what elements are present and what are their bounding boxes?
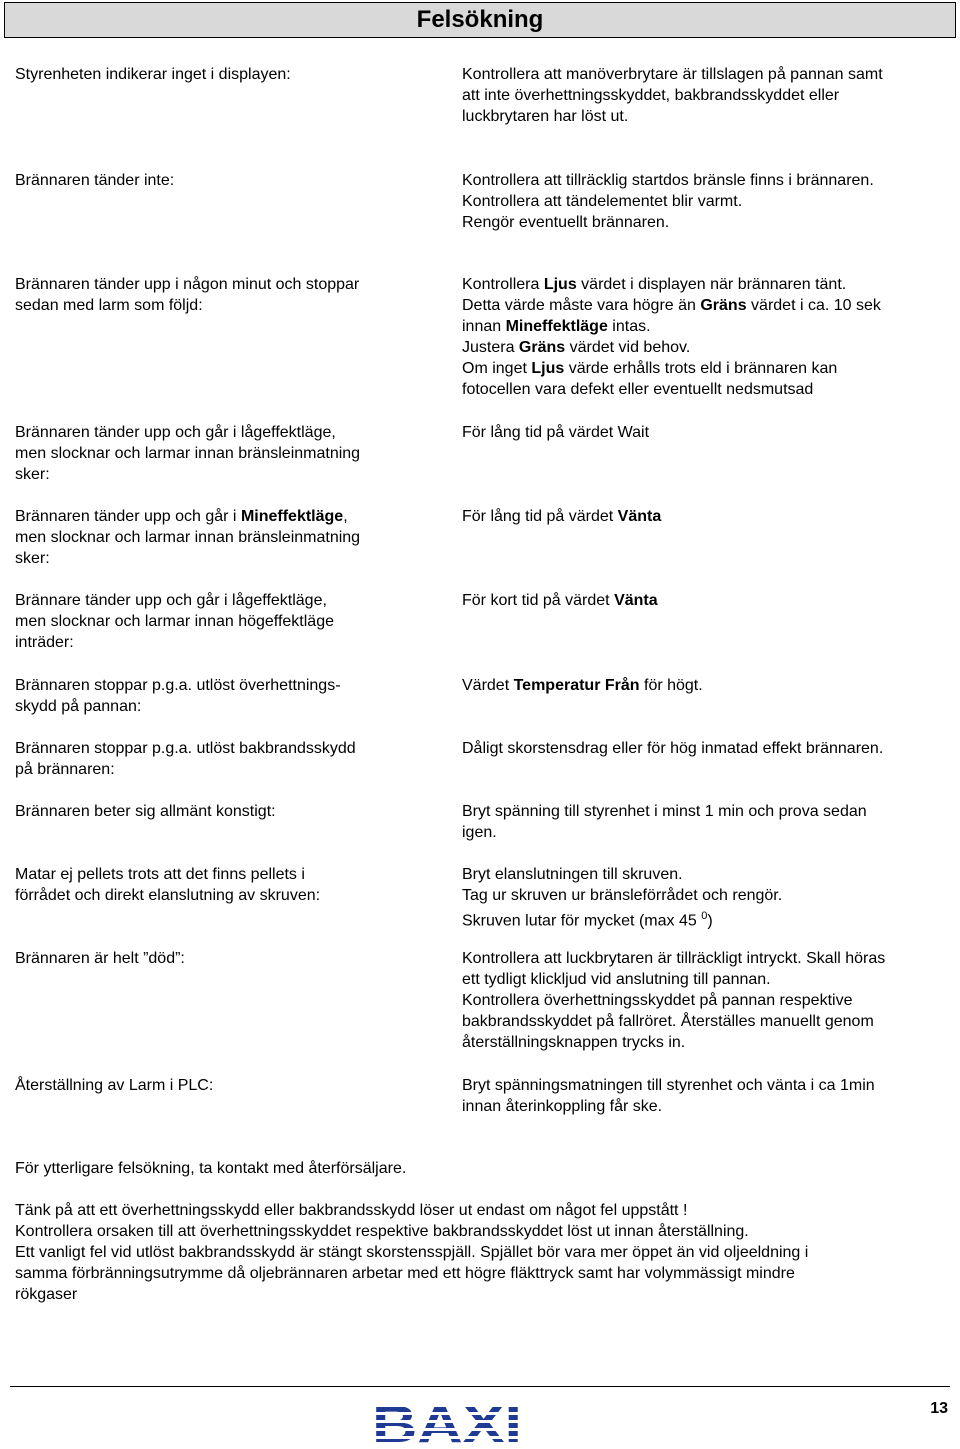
remedy-line [462, 191, 952, 212]
text-segment: Kontrollera att tillräcklig startdos bränsle finns i brännaren. [462, 172, 874, 189]
text-segment: Kontrollera [462, 276, 544, 293]
symptom-line: sedan med larm som följd: [15, 297, 203, 314]
bold-term: Temperatur Från [513, 677, 640, 694]
remedy-line [462, 948, 952, 969]
remedy-line [462, 212, 952, 233]
page-number: 13 [930, 1400, 948, 1417]
text-segment: ett tydligt klickljud vid anslutning till pannan. [462, 971, 771, 988]
symptom [15, 948, 415, 969]
symptom-line: förrådet och direkt elanslutning av skruven: [15, 887, 321, 904]
remedy [462, 590, 952, 611]
remedy [462, 864, 952, 931]
page-title: Felsökning [416, 6, 544, 33]
remedy [462, 675, 952, 696]
text-segment: Kontrollera att manöverbrytare är tillslagen på pannan samt [462, 66, 883, 83]
footer-contact: För ytterligare felsökning, ta kontakt med återförsäljare. [15, 1160, 407, 1177]
remedy [462, 1075, 952, 1117]
symptom [15, 274, 415, 316]
text-segment: igen. [462, 824, 497, 841]
text-segment: , [343, 508, 348, 525]
remedy [462, 170, 952, 233]
symptom [15, 64, 415, 85]
symptom-line: Matar ej pellets trots att det finns pellets i [15, 866, 305, 883]
text-segment: intas. [607, 318, 651, 335]
remedy-line [462, 64, 952, 85]
text-segment: värdet i displayen när brännaren tänt. [576, 276, 847, 293]
symptom-line [15, 506, 415, 527]
remedy-line [462, 1032, 952, 1053]
remedy [462, 422, 952, 443]
text-segment: innan [462, 318, 506, 335]
bold-term: Ljus [543, 276, 577, 293]
text-segment: Dåligt skorstensdrag eller för hög inmatad effekt brännaren. [462, 740, 884, 757]
remedy-line [462, 506, 952, 527]
text-segment: att inte överhettningsskyddet, bakbrandsskyddet eller [462, 87, 840, 104]
symptom-line [15, 548, 415, 569]
bold-term: Ljus [531, 360, 565, 377]
symptom-line: Brännaren beter sig allmänt konstigt: [15, 803, 276, 820]
remedy-line [462, 337, 952, 358]
symptom-line: Brännaren stoppar p.g.a. utlöst bakbrandsskydd [15, 740, 356, 757]
symptom-line: sker: [15, 466, 50, 483]
text-segment: Bryt elanslutningen till skruven. [462, 866, 683, 883]
text-segment: återställningsknappen trycks in. [462, 1034, 686, 1051]
bold-term: Mineffektläge [240, 508, 344, 525]
symptom-line [15, 527, 415, 548]
remedy-line [462, 969, 952, 990]
text-segment: men slocknar och larmar innan bränsleinmatning [15, 529, 361, 546]
symptom-line: Brännaren tänder upp i någon minut och stoppar [15, 276, 360, 293]
text-segment: Tag ur skruven ur bränsleförrådet och rengör. [462, 887, 783, 904]
text-segment: Bryt spänningsmatningen till styrenhet och vänta i ca 1min [462, 1077, 875, 1094]
symptom-line: skydd på pannan: [15, 698, 142, 715]
text-segment: Bryt spänning till styrenhet i minst 1 min och prova sedan [462, 803, 867, 820]
remedy-line [462, 1011, 952, 1032]
remedy-line [462, 801, 952, 822]
title-banner [4, 2, 956, 38]
bold-term: Vänta [617, 508, 662, 525]
remedy-line [462, 170, 952, 191]
text-segment: Kontrollera att tändelementet blir varmt. [462, 193, 743, 210]
remedy-line [462, 990, 952, 1011]
symptom [15, 675, 415, 717]
text-segment: fotocellen vara defekt eller eventuellt nedsmutsad [462, 381, 814, 398]
symptom [15, 738, 415, 780]
text-segment: Skruven lutar för mycket (max 45 [462, 912, 702, 930]
remedy-line [462, 85, 952, 106]
symptom-line: Brännaren stoppar p.g.a. utlöst överhettnings- [15, 677, 341, 694]
symptom [15, 864, 415, 906]
footer-note: Ett vanligt fel vid utlöst bakbrandsskydd är stängt skorstensspjäll. Spjället bör vara mer öppet än vid oljeeldning i [15, 1244, 809, 1261]
remedy [462, 274, 952, 400]
symptom-line: Återställning av Larm i PLC: [15, 1077, 214, 1094]
text-segment: För lång tid på värdet [462, 508, 618, 525]
symptom-line: men slocknar och larmar innan högeffektläge [15, 613, 334, 630]
text-segment: Värdet [462, 677, 514, 694]
symptom-line: Brännaren tänder upp och går i lågeffektläge, [15, 424, 336, 441]
text-segment: bakbrandsskyddet på fallröret. Återställes manuellt genom [462, 1013, 874, 1030]
bold-term: Gräns [700, 297, 747, 314]
remedy [462, 738, 952, 759]
remedy-line [462, 822, 952, 843]
text-segment: För kort tid på värdet [462, 592, 615, 609]
remedy-line [462, 1096, 952, 1117]
remedy [462, 64, 952, 127]
text-segment: För lång tid på värdet Wait [462, 424, 650, 441]
text-segment: värdet i ca. 10 sek [746, 297, 881, 314]
remedy-line [462, 864, 952, 885]
remedy-line [462, 422, 952, 443]
footer-note: Tänk på att ett överhettningsskydd eller bakbrandsskydd löser ut endast om något fel uppstått ! [15, 1202, 688, 1219]
bold-term: Vänta [614, 592, 658, 609]
remedy-line [462, 590, 952, 611]
symptom [15, 422, 415, 485]
remedy-line [462, 885, 952, 906]
footer-note: samma förbränningsutrymme då oljebrännaren arbetar med ett högre fläkttryck samt har volymmässigt mindre [15, 1265, 795, 1282]
text-segment: Om inget [462, 360, 532, 377]
remedy [462, 506, 952, 527]
text-segment: för högt. [639, 677, 703, 694]
symptom-line: inträder: [15, 634, 74, 651]
text-segment: 0 [701, 910, 708, 922]
symptom [15, 801, 415, 822]
text-segment: värde erhålls trots eld i brännaren kan [564, 360, 838, 377]
footer-note: rökgaser [15, 1286, 78, 1303]
symptom [15, 590, 415, 653]
symptom-line: Brännaren tänder inte: [15, 172, 175, 189]
text-segment: Kontrollera överhettningsskyddet på pannan respektive [462, 992, 853, 1009]
remedy-line [462, 906, 952, 931]
remedy-line [462, 274, 952, 295]
text-segment: värdet vid behov. [565, 339, 691, 356]
remedy [462, 801, 952, 843]
text-segment: Brännaren tänder upp och går i [15, 508, 241, 525]
text-segment: ) [707, 912, 713, 930]
symptom-line: på brännaren: [15, 761, 115, 778]
symptom [15, 170, 415, 191]
bold-term: Gräns [518, 339, 566, 356]
text-segment: Kontrollera att luckbrytaren är tillräckligt intryckt. Skall höras [462, 950, 886, 967]
baxi-logo [370, 1398, 525, 1446]
remedy-line [462, 1075, 952, 1096]
remedy [462, 948, 952, 1053]
remedy-line [462, 738, 952, 759]
symptom-line: Brännaren är helt ”död”: [15, 950, 185, 967]
text-segment: Justera [462, 339, 519, 356]
text-segment: sker: [15, 550, 50, 567]
footer-notes [15, 1200, 945, 1305]
remedy-line [462, 675, 952, 696]
symptom-line: Styrenheten indikerar inget i displayen: [15, 66, 291, 83]
symptom [15, 506, 415, 569]
symptom-line: Brännare tänder upp och går i lågeffektläge, [15, 592, 327, 609]
text-segment: luckbrytaren har löst ut. [462, 108, 629, 125]
text-segment: Rengör eventuellt brännaren. [462, 214, 670, 231]
bold-term: Mineffektläge [505, 318, 608, 335]
text-segment: innan återinkoppling får ske. [462, 1098, 663, 1115]
remedy-line [462, 379, 952, 400]
footer-divider [10, 1386, 950, 1387]
footer-note: Kontrollera orsaken till att överhettningsskyddet respektive bakbrandsskyddet löst ut innan återställning. [15, 1223, 749, 1240]
remedy-line [462, 358, 952, 379]
remedy-line [462, 106, 952, 127]
remedy-line [462, 295, 952, 316]
text-segment: Detta värde måste vara högre än [462, 297, 701, 314]
remedy-line [462, 316, 952, 337]
symptom-line: men slocknar och larmar innan bränsleinmatning [15, 445, 361, 462]
symptom [15, 1075, 415, 1096]
